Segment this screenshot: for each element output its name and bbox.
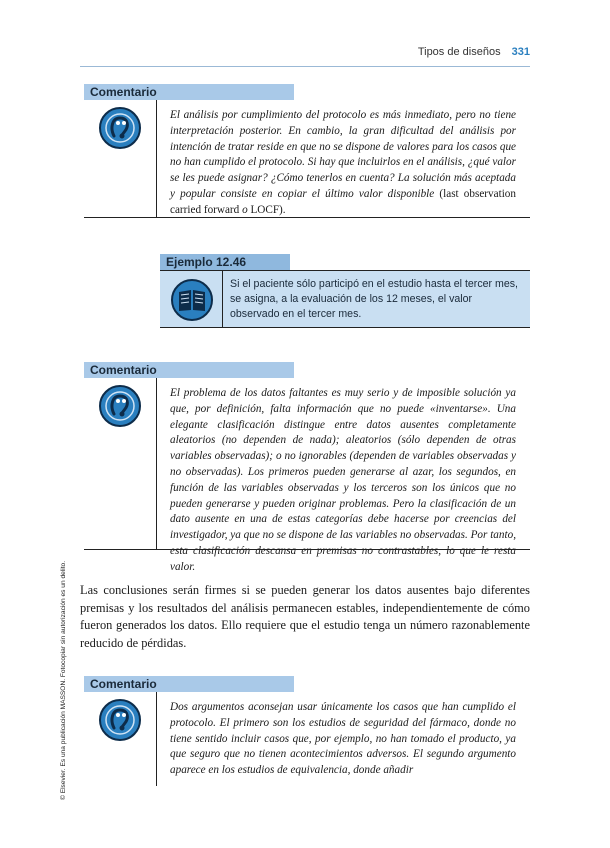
example-box (160, 270, 530, 328)
example-text: Si el paciente sólo participó en el estudio hasta el tercer mes, se asigna, a la evaluación de los 12 meses, el valor observado en el tercer mes. (230, 278, 518, 320)
stethoscope-icon (98, 384, 142, 428)
stethoscope-icon (98, 106, 142, 150)
page-number: 331 (511, 46, 530, 58)
comment-tag: Comentario (84, 84, 294, 100)
comment-icon-column (84, 692, 157, 786)
comment-box (84, 378, 530, 573)
comment-bottom-rule (84, 549, 530, 550)
comment-tag: Comentario (84, 676, 294, 692)
copyright-note: © Elsevier. Es una publicación MASSON. Fotocopiar sin autorización es un delito. (60, 560, 67, 800)
comment-text: Dos argumentos aconsejan usar únicamente los casos que han cumplido el protocolo. El primero son los estudios de seguridad del fármaco, donde no tiene sentido incluir casos que, por ejemplo, no han tomado el producto, ya que seguro que no tienen acontecimientos adversos. El segundo argumento aparece en los estudios de equivalencia, donde añadir (170, 701, 516, 777)
comment-text: El análisis por cumplimiento del protocolo es más inmediato, pero no tiene interpretación posterior. En cambio, la gran dificultad del análisis por intención de tratar reside en que no se dispone de valores para los casos que no han cumplido el protocolo. Si hay que incluirlos en el análisis, ¿qué valor se les puede asignar? ¿Cómo tenerlos en cuenta? La solución más aceptada y popular consiste en copiar el último valor disponible (last observation carried forward o LOCF). (170, 109, 516, 216)
example-tag: Ejemplo 12.46 (160, 254, 290, 270)
comment-box (84, 692, 530, 786)
example-divider (222, 271, 223, 327)
comment-tag: Comentario (84, 362, 294, 378)
stethoscope-icon (98, 698, 142, 742)
comment-icon-column (84, 100, 157, 218)
comment-icon-column (84, 378, 157, 550)
book-icon (170, 278, 214, 322)
body-paragraph: Las conclusiones serán firmes si se pueden generar los datos ausentes bajo diferentes premisas y los resultados del análisis permanecen estables, independientemente de cómo fueron generados los datos. Ello requiere que el estudio tenga un número razonablemente reducido de pérdidas. (80, 583, 530, 650)
header-rule (80, 66, 530, 67)
comment-text: El problema de los datos faltantes es muy serio y de imposible solución ya que, por definición, falta información que no puede «inventarse». Una elegante clasificación distingue entre datos ausentes completamente aleatorios (no dependen de nada); aleatorios (sólo dependen de otras variables observadas); o no ignorables (dependen de variables observadas y no observadas). Los primeros pueden generarse al azar, los segundos, en función de las variables observadas y los terceros son los únicos que no pueden generarse y pueden originar problemas. Pero la clasificación de un dato ausente en una de estas categorías debe hacerse por creencias del investigador, ya que no se dispone de las variables no observadas. Por tanto, esta clasificación descansa en premisas no contrastables, lo que le resta valor. (170, 387, 516, 573)
running-header (80, 46, 530, 62)
section-title: Tipos de diseños (417, 46, 501, 58)
comment-bottom-rule (84, 217, 530, 218)
comment-box (84, 100, 530, 218)
